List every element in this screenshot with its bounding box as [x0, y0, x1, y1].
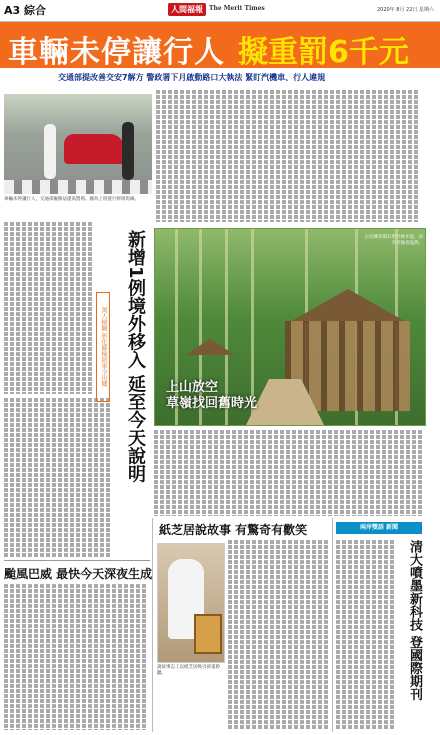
kamishibai-stage-shape [194, 614, 222, 654]
storytelling-article-body [228, 540, 330, 730]
traffic-photo [4, 94, 152, 194]
newspaper-logo-english: The Merit Times [209, 5, 265, 12]
covid-article-body-lower [4, 398, 116, 558]
issue-date: 2020年 8月 22日 星期六 [376, 7, 434, 13]
tsinghua-article-body [336, 540, 400, 730]
storytelling-headline: 紙芝居說故事 有驚奇有歡笑 [159, 523, 308, 537]
forest-photo-caption: 古坑鄉草嶺石壁竹林步道，涼亭旁綠意盎然。 [364, 235, 423, 246]
column-divider [152, 518, 153, 732]
crosswalk-shape [4, 180, 152, 194]
storytelling-photo-caption: 說故事志工以紙芝居吸引孩童聆聽。 [157, 665, 220, 676]
pavilion-roof-shape [273, 289, 423, 323]
covid-article-body [4, 222, 94, 394]
traffic-article-body [156, 90, 426, 222]
main-subheadline: 交通部提改善交安7解方 警政署下月啟動路口大執法 緊盯汽機車、行人違規 [58, 73, 326, 82]
covid-headline: 新增1例境外移入 延至今天說明 [125, 230, 146, 483]
covid-subheadline: 萬人檢驗 彰化篩檢結果今出爐 [96, 292, 110, 402]
forest-article-body [154, 430, 426, 516]
section-label: A3 綜合 [4, 4, 46, 17]
pedestrian-shape [122, 122, 134, 180]
main-headline: 車輛未停讓行人 [8, 35, 225, 70]
pedestrian-shape [44, 124, 56, 179]
typhoon-headline: 颱風巴威 最快今天深夜生成 [4, 567, 153, 581]
forest-title-line1: 上山放空 [166, 380, 219, 395]
forest-story-title [166, 380, 257, 412]
bilingual-news-tag: 兩岸雙語 新聞 [336, 522, 422, 534]
tsinghua-headline: 清大噴墨新科技 登國際期刊 [407, 540, 422, 701]
car-shape [64, 134, 124, 164]
forest-title-line2: 草嶺找回舊時光 [166, 396, 258, 411]
column-divider [332, 518, 333, 732]
main-headline-highlight: 擬重罰6千元 [238, 35, 409, 70]
storytelling-photo [157, 543, 225, 663]
typhoon-article-body [4, 584, 150, 730]
traffic-photo-caption: 車輛未停讓行人，交通部擬修法提高罰則。圖為上班族行經斑馬線。 [4, 197, 139, 202]
section-divider [4, 560, 150, 561]
newspaper-logo: 人間福報 [168, 3, 206, 16]
